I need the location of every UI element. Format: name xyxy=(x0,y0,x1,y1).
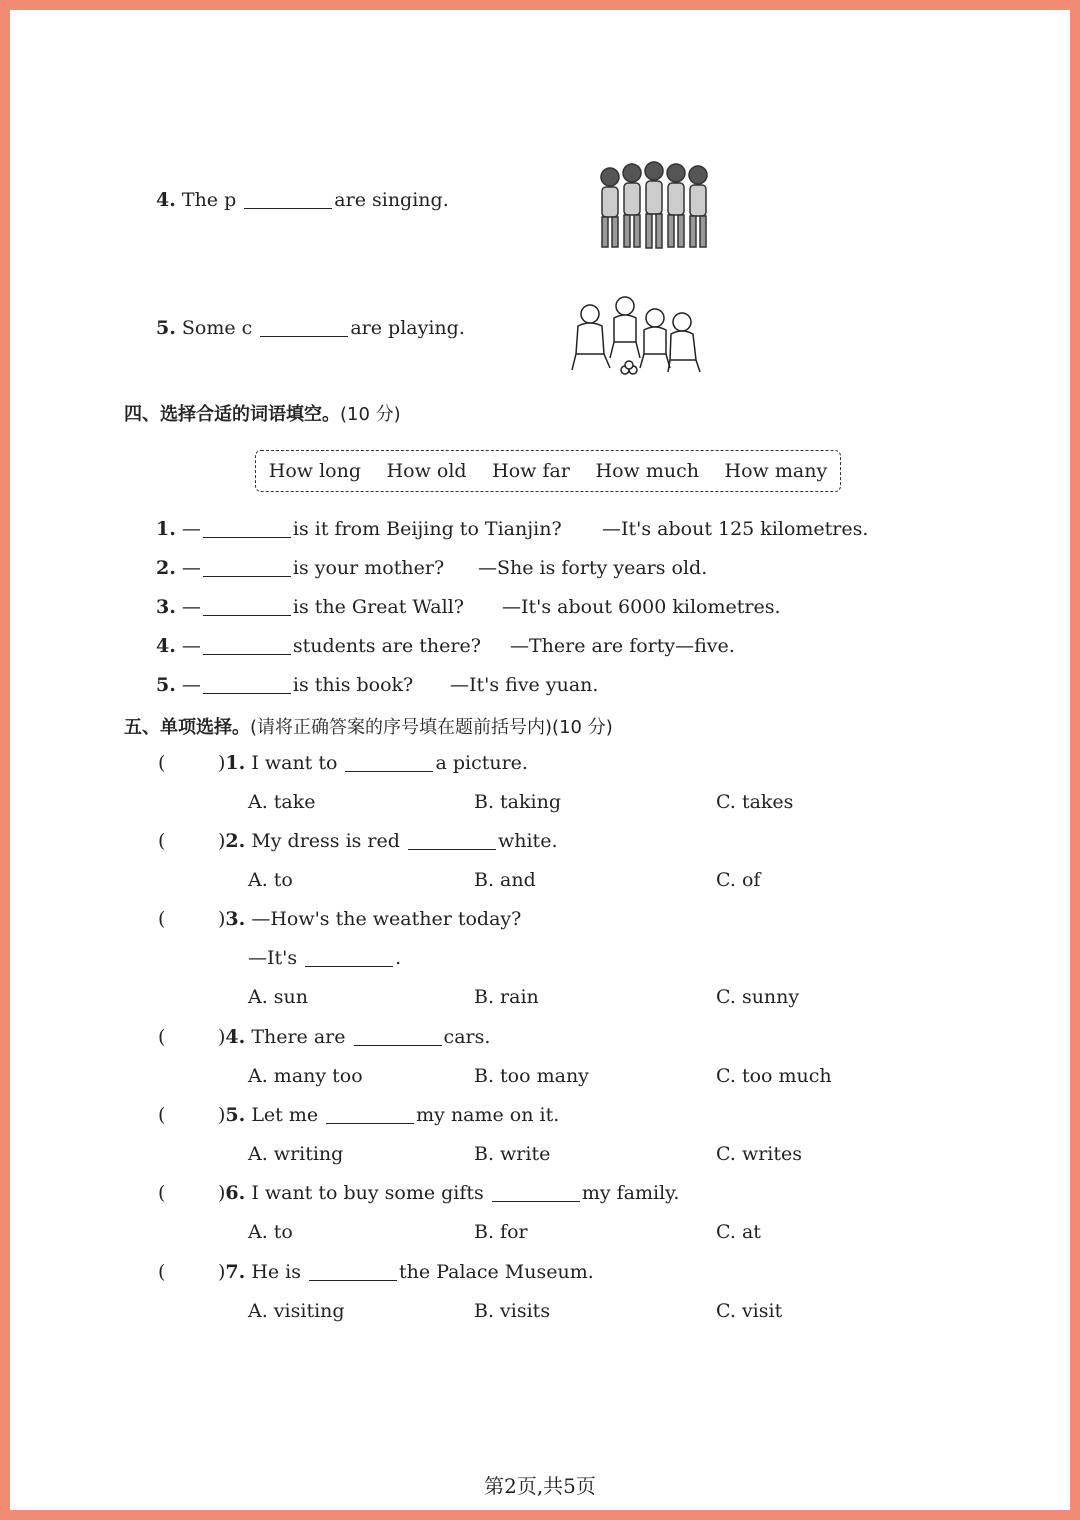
option-a[interactable]: A. sun xyxy=(248,986,309,1008)
answer-blank[interactable] xyxy=(203,675,291,694)
section-5-title: 五、单项选择。(请将正确答案的序号填在题前括号内)(10 分) xyxy=(124,717,613,738)
option-a[interactable]: A. many too xyxy=(248,1065,363,1087)
option-a[interactable]: A. writing xyxy=(248,1143,344,1165)
option-c[interactable]: C. sunny xyxy=(716,986,800,1008)
answer-paren[interactable]: ( xyxy=(158,1026,166,1048)
option-c[interactable]: C. at xyxy=(716,1221,761,1243)
p3-question-5: 5. Some c are playing. xyxy=(156,317,465,339)
p5-question-1: ( )1. I want to a picture. xyxy=(158,752,528,774)
answer-paren[interactable]: ( xyxy=(158,1104,166,1126)
answer-paren[interactable]: ( xyxy=(158,830,166,852)
option-c[interactable]: C. takes xyxy=(716,791,794,813)
option-b[interactable]: B. write xyxy=(474,1143,551,1165)
p5-question-5: ( )5. Let me my name on it. xyxy=(158,1104,560,1126)
option-b[interactable]: B. for xyxy=(474,1221,528,1243)
word-option: How old xyxy=(386,460,467,482)
option-a[interactable]: A. to xyxy=(248,1221,293,1243)
answer-blank[interactable] xyxy=(203,636,291,655)
p5-question-2: ( )2. My dress is red white. xyxy=(158,830,558,852)
p4-answer-5: —It's five yuan. xyxy=(450,674,599,696)
answer-blank[interactable] xyxy=(492,1183,580,1202)
answer-blank[interactable] xyxy=(345,753,433,772)
p4-answer-3: —It's about 6000 kilometres. xyxy=(502,596,781,618)
answer-blank[interactable] xyxy=(260,318,348,337)
p4-answer-2: —She is forty years old. xyxy=(478,557,708,579)
answer-blank[interactable] xyxy=(244,190,332,209)
p4-answer-1: —It's about 125 kilometres. xyxy=(602,518,869,540)
option-a[interactable]: A. to xyxy=(248,869,293,891)
p5-question-4: ( )4. There are cars. xyxy=(158,1026,491,1048)
answer-paren[interactable]: ( xyxy=(158,1182,166,1204)
option-b[interactable]: B. and xyxy=(474,869,536,891)
option-c[interactable]: C. writes xyxy=(716,1143,802,1165)
p4-question-5: 5. — is this book? xyxy=(156,674,414,696)
option-c[interactable]: C. of xyxy=(716,869,761,891)
answer-blank[interactable] xyxy=(326,1105,414,1124)
answer-blank[interactable] xyxy=(354,1027,442,1046)
option-b[interactable]: B. rain xyxy=(474,986,539,1008)
p5-question-3-line2: —It's . xyxy=(248,947,402,969)
p5-question-6: ( )6. I want to buy some gifts my family. xyxy=(158,1182,680,1204)
p3-question-4: 4. The p are singing. xyxy=(156,189,449,211)
answer-blank[interactable] xyxy=(203,558,291,577)
answer-paren[interactable]: ( xyxy=(158,1261,166,1283)
p5-question-7: ( )7. He is the Palace Museum. xyxy=(158,1261,594,1283)
p4-question-1: 1. — is it from Beijing to Tianjin? xyxy=(156,518,562,540)
option-b[interactable]: B. visits xyxy=(474,1300,551,1322)
answer-blank[interactable] xyxy=(408,831,496,850)
option-a[interactable]: A. take xyxy=(248,791,316,813)
option-c[interactable]: C. visit xyxy=(716,1300,783,1322)
page-footer: 第2页,共5页 xyxy=(484,1474,596,1498)
p4-question-4: 4. — students are there? xyxy=(156,635,481,657)
option-c[interactable]: C. too much xyxy=(716,1065,832,1087)
p5-question-3: ( )3. —How's the weather today? xyxy=(158,908,522,930)
answer-blank[interactable] xyxy=(309,1262,397,1281)
p4-question-2: 2. — is your mother? xyxy=(156,557,445,579)
word-option: How much xyxy=(595,460,699,482)
playing-children-illustration xyxy=(570,292,705,377)
answer-blank[interactable] xyxy=(203,519,291,538)
p4-answer-4: —There are forty—five. xyxy=(510,635,735,657)
word-bank xyxy=(255,450,841,492)
answer-paren[interactable]: ( xyxy=(158,908,166,930)
word-option: How many xyxy=(724,460,828,482)
p4-question-3: 3. — is the Great Wall? xyxy=(156,596,464,618)
answer-blank[interactable] xyxy=(203,597,291,616)
option-a[interactable]: A. visiting xyxy=(248,1300,345,1322)
option-b[interactable]: B. too many xyxy=(474,1065,589,1087)
option-b[interactable]: B. taking xyxy=(474,791,561,813)
worksheet-page xyxy=(10,10,1070,1510)
answer-blank[interactable] xyxy=(305,948,393,967)
answer-paren[interactable]: ( xyxy=(158,752,166,774)
section-4-title: 四、选择合适的词语填空。(10 分) xyxy=(124,404,401,425)
singing-people-illustration xyxy=(590,155,715,260)
word-option: How far xyxy=(492,460,570,482)
word-option: How long xyxy=(268,460,362,482)
